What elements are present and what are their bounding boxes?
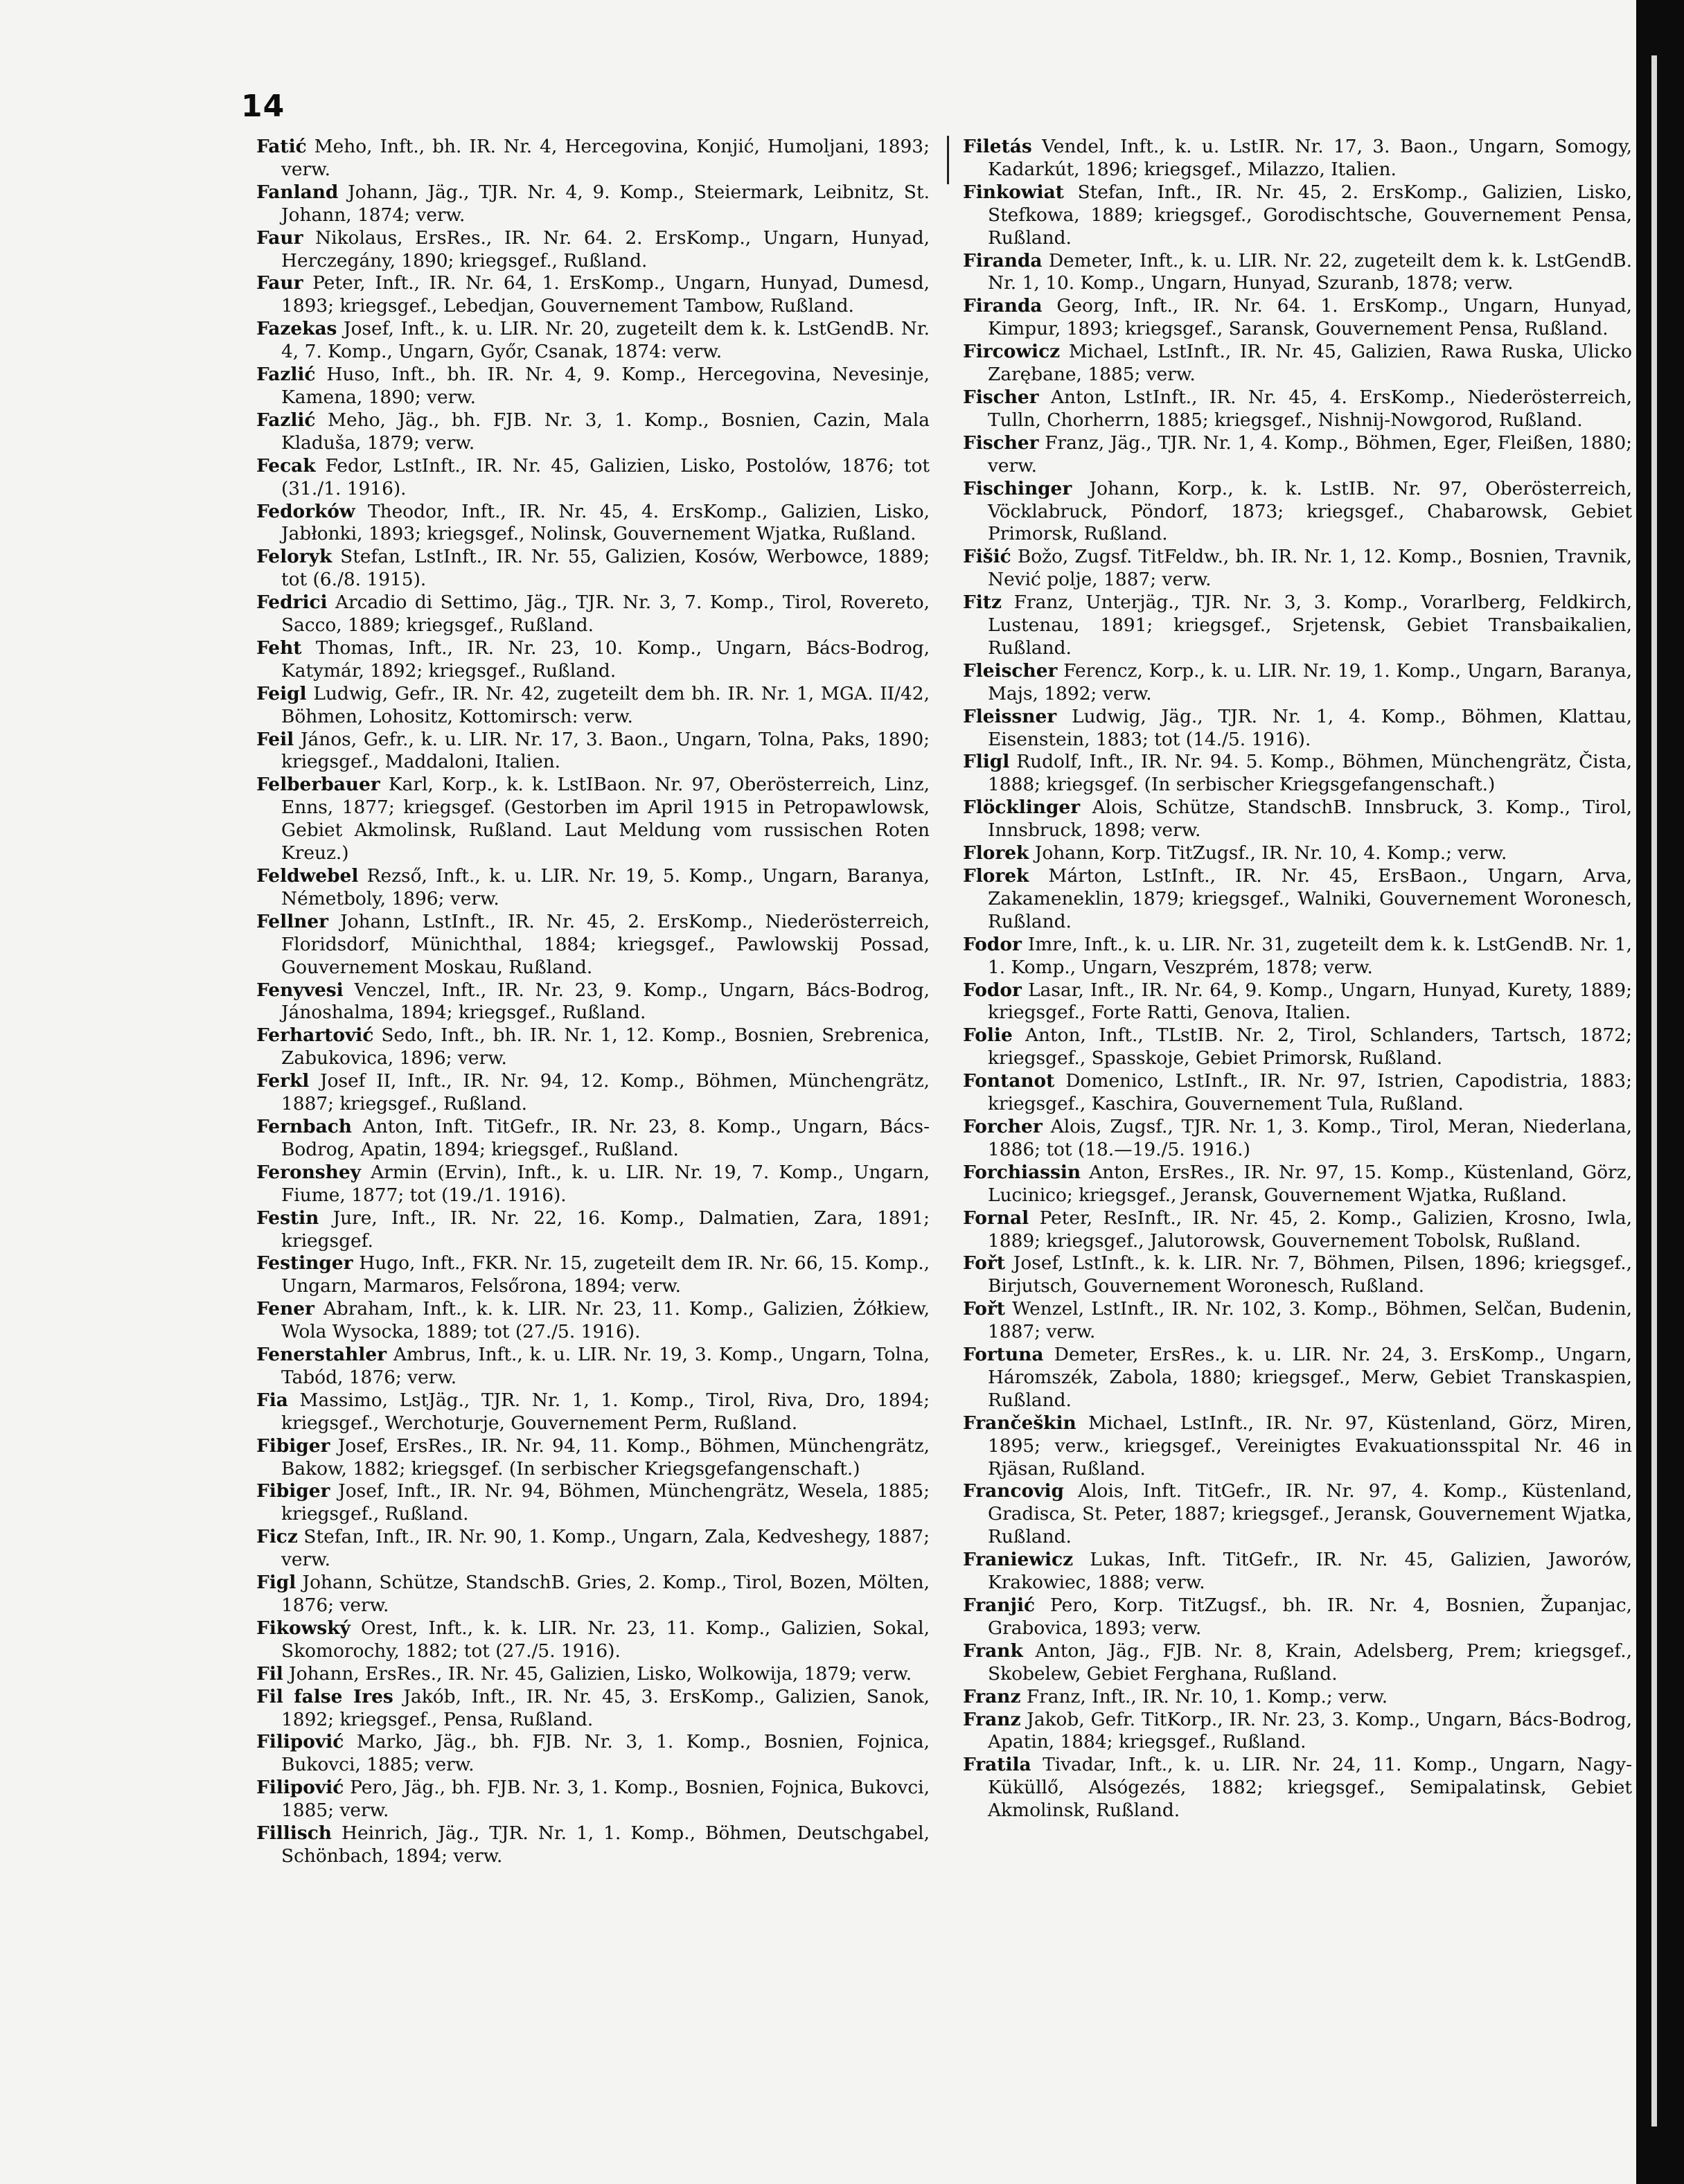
entry-surname: Forcher [963, 1115, 1043, 1137]
entry-details: Ferencz, Korp., k. u. LIR. Nr. 19, 1. Komp., Ungarn, Baranya, Majs, 1892; verw. [988, 659, 1632, 704]
register-entry [256, 181, 930, 227]
entry-details: Lasar, Inft., IR. Nr. 64, 9. Komp., Ungarn, Hunyad, Kurety, 1889; kriegsgef., Forte Ratti, Genova, Italien. [988, 979, 1632, 1024]
entry-surname: Fikowský [256, 1617, 351, 1639]
entry-details: Meho, Jäg., bh. FJB. Nr. 3, 1. Komp., Bosnien, Cazin, Mala Kladuša, 1879; verw. [281, 409, 930, 454]
entry-surname: Fodor [963, 933, 1022, 955]
register-entry [963, 478, 1632, 547]
entry-surname: Fořt [963, 1252, 1005, 1275]
register-entry [256, 455, 930, 501]
entry-details: Alois, Schütze, StandschB. Innsbruck, 3. Komp., Tirol, Innsbruck, 1898; verw. [988, 797, 1632, 842]
entry-details: Alois, Inft. TitGefr., IR. Nr. 97, 4. Komp., Küstenland, Gradisca, St. Peter, 1887; kriegsgef., Jeransk, Gouvernement Wjatka, Rußland. [988, 1480, 1632, 1548]
entry-details: Michael, LstInft., IR. Nr. 45, Galizien, Rawa Ruska, Ulicko Zarębane, 1885; verw. [988, 341, 1632, 386]
binding-edge [1636, 0, 1684, 2184]
entry-details: Johann, LstInft., IR. Nr. 45, 2. ErsKomp., Niederösterreich, Floridsdorf, Münichthal, 1884; kriegsgef., Pawlowskij Possad, Gouvernement Moskau, Rußland. [281, 910, 930, 978]
entry-details: Armin (Ervin), Inft., k. u. LIR. Nr. 19, 7. Komp., Ungarn, Fiume, 1877; tot (19./1. 1916). [281, 1161, 930, 1206]
register-entry [963, 1344, 1632, 1412]
register-entry [963, 1480, 1632, 1549]
entry-surname: Franiewicz [963, 1549, 1074, 1571]
entry-surname: Firanda [963, 249, 1043, 272]
entry-surname: Fecak [256, 454, 316, 477]
register-entry [256, 1252, 930, 1298]
register-entry [963, 250, 1632, 296]
entry-surname: Fišić [963, 546, 1011, 568]
entry-details: Johann, Korp. TitZugsf., IR. Nr. 10, 4. Komp.; verw. [1029, 842, 1507, 864]
right-column [963, 136, 1632, 1822]
entry-details: Anton, Inft. TitGefr., IR. Nr. 23, 8. Komp., Ungarn, Bács-Bodrog, Apatin, 1894; kriegsgef., Rußland. [281, 1115, 930, 1160]
register-entry [256, 1663, 930, 1686]
entry-surname: Fedrici [256, 592, 328, 614]
adjacent-page-strip [1651, 55, 1657, 2127]
entry-surname: Fia [256, 1389, 288, 1411]
entry-surname: Figl [256, 1572, 296, 1594]
entry-details: Stefan, LstInft., IR. Nr. 55, Galizien, Kosów, Werbowce, 1889; tot (6./8. 1915). [281, 546, 930, 591]
register-entry [256, 318, 930, 364]
register-entry [256, 501, 930, 547]
register-entry [256, 1070, 930, 1116]
register-entry [963, 1162, 1632, 1207]
register-entry [963, 1686, 1632, 1709]
entry-surname: Fibiger [256, 1435, 330, 1457]
entry-surname: Fernbach [256, 1115, 352, 1137]
entry-surname: Fořt [963, 1298, 1005, 1320]
register-entry [963, 1709, 1632, 1755]
register-entry [963, 387, 1632, 432]
entry-details: Domenico, LstInft., IR. Nr. 97, Istrien, Capodistria, 1883; kriegsgef., Kaschira, Gouvernement Tula, Rußland. [988, 1070, 1632, 1115]
register-entry [256, 1162, 930, 1207]
register-entry [256, 592, 930, 637]
entry-surname: Franz [963, 1708, 1021, 1730]
entry-surname: Finkowiat [963, 181, 1064, 203]
entry-surname: Franz [963, 1685, 1021, 1707]
entry-details: János, Gefr., k. u. LIR. Nr. 17, 3. Baon., Ungarn, Tolna, Paks, 1890; kriegsgef., Maddaloni, Italien. [281, 728, 930, 773]
register-entry [256, 729, 930, 774]
entry-details: Peter, ResInft., IR. Nr. 45, 2. Komp., Galizien, Krosno, Iwla, 1889; kriegsgef., Jalutorowsk, Gouvernement Tobolsk, Rußland. [988, 1207, 1632, 1252]
entry-details: Venczel, Inft., IR. Nr. 23, 9. Komp., Ungarn, Bács-Bodrog, Jánoshalma, 1894; kriegsgef., Rußland. [281, 979, 930, 1024]
register-entry [963, 432, 1632, 478]
register-entry [256, 1572, 930, 1617]
entry-details: Karl, Korp., k. k. LstIBaon. Nr. 97, Oberösterreich, Linz, Enns, 1877; kriegsgef. (Gestorben im April 1915 in Petropawlowsk, Gebiet Akmolinsk, Rußland. Laut Meldung vom russischen Roten Kreuz.) [281, 774, 930, 864]
entry-surname: Fornal [963, 1207, 1029, 1229]
entry-details: Demeter, Inft., k. u. LIR. Nr. 22, zugeteilt dem k. k. LstGendB. Nr. 1, 10. Komp., Ungarn, Hunyad, Szuranb, 1878; verw. [988, 249, 1632, 294]
entry-details: Franz, Unterjäg., TJR. Nr. 3, 3. Komp., Vorarlberg, Feldkirch, Lustenau, 1891; kriegsgef., Srjetensk, Gebiet Transbaikalien, Rußland. [988, 592, 1632, 659]
entry-details: Anton, ErsRes., IR. Nr. 97, 15. Komp., Küstenland, Görz, Lucinico; kriegsgef., Jeransk, Gouvernement Wjatka, Rußland. [988, 1161, 1632, 1206]
entry-surname: Fontanot [963, 1070, 1055, 1092]
entry-details: Johann, ErsRes., IR. Nr. 45, Galizien, Lisko, Wolkowija, 1879; verw. [283, 1662, 912, 1685]
register-entry [963, 1298, 1632, 1344]
entry-surname: Fischer [963, 386, 1039, 408]
entry-surname: Fazekas [256, 318, 337, 340]
register-entry [256, 1822, 930, 1868]
entry-surname: Filetás [963, 136, 1032, 157]
entry-details: Thomas, Inft., IR. Nr. 23, 10. Komp., Ungarn, Bács-Bodrog, Katymár, 1892; kriegsgef., Rußland. [281, 637, 930, 682]
register-entry [256, 1686, 930, 1732]
entry-details: Tivadar, Inft., k. u. LIR. Nr. 24, 11. Komp., Ungarn, Nagy-Küküllő, Alsógezés, 1882; kriegsgef., Semipalatinsk, Gebiet Akmolinsk, Rußland. [988, 1754, 1632, 1822]
register-entry [963, 1070, 1632, 1116]
register-entry [256, 1526, 930, 1572]
entry-surname: Ficz [256, 1526, 298, 1548]
entry-surname: Florek [963, 865, 1029, 887]
entry-details: Theodor, Inft., IR. Nr. 45, 4. ErsKomp., Galizien, Lisko, Jabłonki, 1893; kriegsgef., Nolinsk, Gouvernement Wjatka, Rußland. [281, 500, 930, 545]
register-entry [256, 1731, 930, 1777]
entry-details: Georg, Inft., IR. Nr. 64. 1. ErsKomp., Ungarn, Hunyad, Kimpur, 1893; kriegsgef., Saransk, Gouvernement Pensa, Rußland. [988, 295, 1632, 340]
entry-details: Nikolaus, ErsRes., IR. Nr. 64. 2. ErsKomp., Ungarn, Hunyad, Herczegány, 1890; kriegsgef., Rußland. [281, 227, 930, 272]
register-entry [963, 1024, 1632, 1070]
entry-details: Hugo, Inft., FKR. Nr. 15, zugeteilt dem IR. Nr. 66, 15. Komp., Ungarn, Marmaros, Felsőrona, 1894; verw. [281, 1252, 930, 1297]
entry-details: Heinrich, Jäg., TJR. Nr. 1, 1. Komp., Böhmen, Deutschgabel, Schönbach, 1894; verw. [281, 1822, 930, 1867]
register-entry [256, 1777, 930, 1822]
entry-surname: Feloryk [256, 546, 333, 568]
entry-surname: Faur [256, 227, 303, 249]
entry-details: Josef, ErsRes., IR. Nr. 94, 11. Komp., Böhmen, Münchengrätz, Bakow, 1882; kriegsgef. (In serbischer Kriegsgefangenschaft.) [281, 1435, 930, 1480]
entry-surname: Ferhartović [256, 1024, 374, 1047]
register-entry [256, 272, 930, 318]
entry-surname: Fil false Ires [256, 1685, 393, 1707]
entry-details: Peter, Inft., IR. Nr. 64, 1. ErsKomp., Ungarn, Hunyad, Dumesd, 1893; kriegsgef., Lebedjan, Gouvernement Tambow, Rußland. [281, 272, 930, 317]
entry-surname: Flöcklinger [963, 797, 1081, 819]
entry-surname: Florek [963, 842, 1029, 864]
register-entry [963, 979, 1632, 1025]
entry-details: Ludwig, Jäg., TJR. Nr. 1, 4. Komp., Böhmen, Klattau, Eisenstein, 1883; tot (14./5. 1916). [988, 705, 1632, 750]
register-entry [963, 934, 1632, 979]
register-entry [256, 364, 930, 409]
entry-details: Massimo, LstJäg., TJR. Nr. 1, 1. Komp., Tirol, Riva, Dro, 1894; kriegsgef., Werchoturje, Gouvernement Perm, Rußland. [281, 1389, 930, 1434]
entry-surname: Fenyvesi [256, 979, 344, 1001]
register-entry [256, 227, 930, 273]
entry-surname: Forchiassin [963, 1161, 1081, 1183]
entry-details: Ludwig, Gefr., IR. Nr. 42, zugeteilt dem bh. IR. Nr. 1, MGA. II/42, Böhmen, Lohositz, Kottomirsch: verw. [281, 682, 930, 727]
entry-surname: Fillisch [256, 1822, 332, 1845]
entry-details: Huso, Inft., bh. IR. Nr. 4, 9. Komp., Hercegovina, Nevesinje, Kamena, 1890; verw. [281, 364, 930, 408]
page-number: 14 [241, 89, 285, 124]
register-entry [963, 751, 1632, 797]
register-entry [256, 1024, 930, 1070]
entry-details: Stefan, Inft., IR. Nr. 90, 1. Komp., Ungarn, Zala, Kedveshegy, 1887; verw. [281, 1526, 930, 1571]
entry-details: Pero, Jäg., bh. FJB. Nr. 3, 1. Komp., Bosnien, Fojnica, Bukovci, 1885; verw. [281, 1777, 930, 1822]
register-entry [256, 136, 930, 181]
entry-surname: Fortuna [963, 1344, 1044, 1366]
entry-details: Jure, Inft., IR. Nr. 22, 16. Komp., Dalmatien, Zara, 1891; kriegsgef. [281, 1207, 930, 1252]
entry-details: Fedor, LstInft., IR. Nr. 45, Galizien, Lisko, Postolów, 1876; tot (31./1. 1916). [281, 454, 930, 499]
entry-surname: Fanland [256, 181, 339, 203]
entry-details: Josef, LstInft., k. k. LIR. Nr. 7, Böhmen, Pilsen, 1896; kriegsgef., Birjutsch, Gouvernement Woronesch, Rußland. [988, 1252, 1632, 1297]
register-entry [963, 181, 1632, 250]
entry-details: Vendel, Inft., k. u. LstIR. Nr. 17, 3. Baon., Ungarn, Somogy, Kadarkút, 1896; kriegsgef., Milazzo, Italien. [988, 136, 1632, 180]
entry-details: Božo, Zugsf. TitFeldw., bh. IR. Nr. 1, 12. Komp., Bosnien, Travnik, Nević polje, 1887; verw. [988, 546, 1632, 591]
entry-details: Franz, Jäg., TJR. Nr. 1, 4. Komp., Böhmen, Eger, Fleißen, 1880; verw. [988, 432, 1632, 477]
entry-surname: Franjić [963, 1595, 1036, 1616]
entry-surname: Fleissner [963, 705, 1057, 727]
entry-surname: Filipović [256, 1731, 344, 1753]
entry-details: Franz, Inft., IR. Nr. 10, 1. Komp.; verw. [1020, 1685, 1388, 1707]
entry-details: Rezső, Inft., k. u. LIR. Nr. 19, 5. Komp., Ungarn, Baranya, Németboly, 1896; verw. [281, 865, 930, 909]
entry-surname: Fil [256, 1662, 283, 1685]
entry-details: Josef, Inft., IR. Nr. 94, Böhmen, Münchengrätz, Wesela, 1885; kriegsgef., Rußland. [281, 1480, 930, 1525]
entry-details: Josef II, Inft., IR. Nr. 94, 12. Komp., Böhmen, Münchengrätz, 1887; kriegsgef., Rußland. [281, 1070, 930, 1115]
entry-details: Jakob, Gefr. TitKorp., IR. Nr. 23, 3. Komp., Ungarn, Bács-Bodrog, Apatin, 1884; kriegsgef., Rußland. [988, 1708, 1632, 1753]
register-entry [963, 842, 1632, 865]
entry-surname: Fazlić [256, 409, 316, 431]
register-entry [256, 409, 930, 455]
register-entry [963, 1549, 1632, 1595]
register-entry [256, 911, 930, 979]
register-entry [963, 1207, 1632, 1253]
entry-surname: Fedorków [256, 500, 355, 522]
entry-details: Anton, Jäg., FJB. Nr. 8, Krain, Adelsberg, Prem; kriegsgef., Skobelew, Gebiet Ferghana, Rußland. [988, 1640, 1632, 1685]
entry-surname: Fischinger [963, 477, 1072, 499]
register-entry [256, 1298, 930, 1344]
entry-details: Abraham, Inft., k. k. LIR. Nr. 23, 11. Komp., Galizien, Żółkiew, Wola Wysocka, 1889; tot (27./5. 1916). [281, 1298, 930, 1343]
register-entry [256, 683, 930, 729]
register-entry [256, 979, 930, 1025]
register-entry [256, 1344, 930, 1390]
entry-surname: Francovig [963, 1480, 1064, 1502]
entry-surname: Fazlić [256, 364, 316, 386]
entry-details: Wenzel, LstInft., IR. Nr. 102, 3. Komp., Böhmen, Selčan, Budenin, 1887; verw. [988, 1298, 1632, 1343]
entry-details: Sedo, Inft., bh. IR. Nr. 1, 12. Komp., Bosnien, Srebrenica, Zabukovica, 1896; verw. [281, 1024, 930, 1069]
entry-details: Jakób, Inft., IR. Nr. 45, 3. ErsKomp., Galizien, Sanok, 1892; kriegsgef., Pensa, Rußland. [281, 1685, 930, 1730]
register-entry [256, 1116, 930, 1162]
entry-surname: Fircowicz [963, 341, 1061, 363]
register-entry [256, 637, 930, 683]
left-column [256, 136, 930, 1868]
entry-surname: Fitz [963, 592, 1002, 614]
entry-details: Johann, Jäg., TJR. Nr. 4, 9. Komp., Steiermark, Leibnitz, St. Johann, 1874; verw. [281, 181, 930, 226]
entry-surname: Feldwebel [256, 865, 359, 887]
column-divider [947, 136, 949, 184]
entry-details: Ambrus, Inft., k. u. LIR. Nr. 19, 3. Komp., Ungarn, Tolna, Tabód, 1876; verw. [281, 1344, 930, 1388]
entry-surname: Fratila [963, 1754, 1031, 1776]
entry-surname: Folie [963, 1024, 1013, 1047]
register-entry [256, 1390, 930, 1435]
entry-details: Anton, Inft., TLstIB. Nr. 2, Tirol, Schlanders, Tartsch, 1872; kriegsgef., Spasskoje, Gebiet Primorsk, Rußland. [988, 1024, 1632, 1069]
register-entry [963, 1595, 1632, 1640]
register-entry [256, 1480, 930, 1526]
register-entry [963, 295, 1632, 341]
entry-details: Michael, LstInft., IR. Nr. 97, Küstenland, Görz, Miren, 1895; verw., kriegsgef., Vereinigtes Evakuationsspital Nr. 46 in Rjäsan, Rußland. [988, 1412, 1632, 1480]
register-entry [963, 1754, 1632, 1822]
entry-surname: Feigl [256, 682, 307, 704]
entry-surname: Filipović [256, 1777, 344, 1799]
entry-details: Alois, Zugsf., TJR. Nr. 1, 3. Komp., Tirol, Meran, Niederlana, 1886; tot (18.—19./5. 1916.) [988, 1115, 1632, 1160]
register-entry [963, 797, 1632, 842]
register-entry [963, 1116, 1632, 1162]
entry-surname: Fischer [963, 432, 1039, 454]
register-entry [256, 546, 930, 592]
entry-surname: Fleischer [963, 659, 1058, 682]
entry-surname: Fener [256, 1298, 314, 1320]
entry-surname: Frančeškin [963, 1412, 1076, 1434]
register-entry [256, 774, 930, 865]
entry-details: Stefan, Inft., IR. Nr. 45, 2. ErsKomp., Galizien, Lisko, Stefkowa, 1889; kriegsgef., Gorodischtsche, Gouvernement Pensa, Rußland. [988, 181, 1632, 249]
register-entry [256, 1617, 930, 1663]
entry-details: Rudolf, Inft., IR. Nr. 94. 5. Komp., Böhmen, Münchengrätz, Čista, 1888; kriegsgef. (In serbischer Kriegsgefangenschaft.) [988, 751, 1632, 796]
register-entry [963, 706, 1632, 752]
entry-surname: Festinger [256, 1252, 353, 1275]
entry-surname: Faur [256, 272, 303, 294]
entry-details: Orest, Inft., k. k. LIR. Nr. 23, 11. Komp., Galizien, Sokal, Skomorochy, 1882; tot (27./5. 1916). [281, 1617, 930, 1662]
entry-surname: Feronshey [256, 1161, 361, 1183]
entry-surname: Fellner [256, 910, 329, 932]
register-entry [256, 865, 930, 911]
entry-details: Imre, Inft., k. u. LIR. Nr. 31, zugeteilt dem k. k. LstGendB. Nr. 1, 1. Komp., Ungarn, Veszprém, 1878; verw. [988, 933, 1632, 978]
entry-details: Marko, Jäg., bh. FJB. Nr. 3, 1. Komp., Bosnien, Fojnica, Bukovci, 1885; verw. [281, 1731, 930, 1776]
entry-surname: Felberbauer [256, 774, 380, 796]
register-entry [256, 1435, 930, 1481]
entry-surname: Frank [963, 1640, 1023, 1662]
entry-surname: Fligl [963, 751, 1010, 773]
register-entry [963, 341, 1632, 387]
register-entry [963, 1412, 1632, 1481]
entry-surname: Ferkl [256, 1070, 310, 1092]
entry-details: Pero, Korp. TitZugsf., bh. IR. Nr. 4, Bosnien, Županjac, Grabovica, 1893; verw. [988, 1595, 1632, 1639]
entry-surname: Firanda [963, 295, 1043, 317]
entry-surname: Fenerstahler [256, 1344, 387, 1366]
entry-surname: Fibiger [256, 1480, 330, 1502]
entry-details: Arcadio di Settimo, Jäg., TJR. Nr. 3, 7. Komp., Tirol, Rovereto, Sacco, 1889; kriegsgef., Rußland. [281, 592, 930, 637]
entry-details: Lukas, Inft. TitGefr., IR. Nr. 45, Galizien, Jaworów, Krakowiec, 1888; verw. [988, 1549, 1632, 1594]
register-entry [256, 1207, 930, 1253]
register-entry [963, 660, 1632, 706]
register-entry [963, 1252, 1632, 1298]
entry-surname: Feht [256, 637, 302, 659]
entry-details: Johann, Schütze, StandschB. Gries, 2. Komp., Tirol, Bozen, Mölten, 1876; verw. [281, 1572, 930, 1616]
register-entry [963, 1640, 1632, 1686]
entry-surname: Festin [256, 1207, 319, 1229]
entry-surname: Fodor [963, 979, 1022, 1001]
entry-surname: Fatić [256, 136, 307, 157]
entry-details: Meho, Inft., bh. IR. Nr. 4, Hercegovina, Konjić, Humoljani, 1893; verw. [281, 136, 930, 180]
entry-details: Demeter, ErsRes., k. u. LIR. Nr. 24, 3. ErsKomp., Ungarn, Háromszék, Zabola, 1880; kriegsgef., Merw, Gebiet Transkaspien, Rußland. [988, 1344, 1632, 1411]
entry-details: Josef, Inft., k. u. LIR. Nr. 20, zugeteilt dem k. k. LstGendB. Nr. 4, 7. Komp., Ungarn, Győr, Csanak, 1874: verw. [281, 318, 930, 363]
register-entry [963, 546, 1632, 592]
entry-details: Márton, LstInft., IR. Nr. 45, ErsBaon., Ungarn, Arva, Zakameneklin, 1879; kriegsgef., Walniki, Gouvernement Woronesch, Rußland. [988, 865, 1632, 932]
entry-details: Anton, LstInft., IR. Nr. 45, 4. ErsKomp., Niederösterreich, Tulln, Chorherrn, 1885; kriegsgef., Nishnij-Nowgorod, Rußland. [988, 386, 1632, 431]
register-entry [963, 136, 1632, 181]
entry-surname: Feil [256, 728, 294, 750]
register-entry [963, 592, 1632, 660]
entry-details: Johann, Korp., k. k. LstIB. Nr. 97, Oberösterreich, Vöcklabruck, Pöndorf, 1873; kriegsgef., Chabarowsk, Gebiet Primorsk, Rußland. [988, 477, 1632, 545]
register-entry [963, 865, 1632, 934]
